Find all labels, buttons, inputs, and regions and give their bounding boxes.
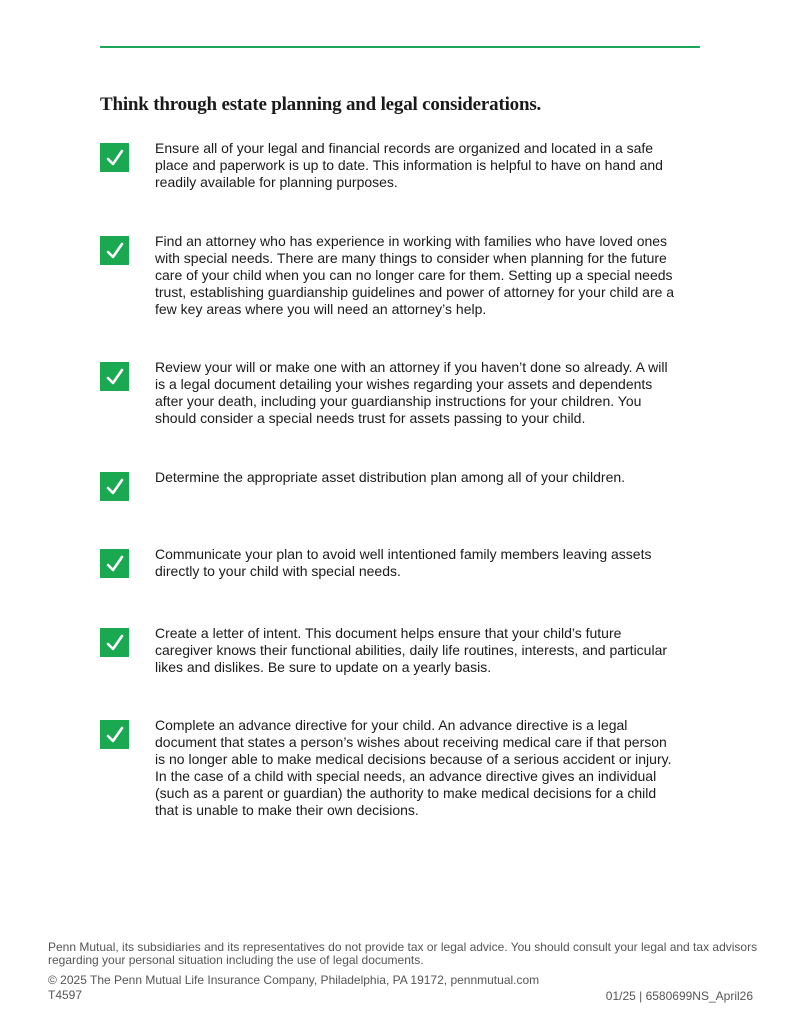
checklist-item-text: Determine the appropriate asset distribution plan among all of your children.	[155, 469, 626, 485]
checkmark-icon	[100, 720, 129, 749]
checkmark-icon	[100, 549, 129, 578]
page-title: Think through estate planning and legal considerations.	[100, 94, 542, 115]
checkmark-icon	[100, 236, 129, 265]
top-rule	[100, 46, 700, 48]
footer-form-code: T4597	[48, 988, 83, 1002]
checklist-item-text: Review your will or make one with an attorney if you haven’t done so already. A will is a legal document detailing your wishes regarding your assets and dependents after your death, including your guardianship instructions for your children. You should consider a special needs trust for assets passing to your child.	[155, 359, 668, 426]
checkmark-icon	[100, 143, 129, 172]
checkmark-icon	[100, 628, 129, 657]
footer-date-code: 01/25 | 6580699NS_April26	[605, 989, 753, 1003]
checklist-item-text: Communicate your plan to avoid well intentioned family members leaving assets directly to your child with special needs.	[155, 546, 652, 579]
checklist-item-text: Complete an advance directive for your child. An advance directive is a legal document that states a person’s wishes about receiving medical care if that person is no longer able to make medical decisions because of a serious accident or injury. In the case of a child with special needs, an advance directive gives an individual (such as a parent or guardian) the authority to make medical decisions for a child that is unable to make their own decisions.	[155, 717, 672, 818]
checkmark-icon	[100, 362, 129, 391]
checklist-item-text: Find an attorney who has experience in working with families who have loved ones with special needs. There are many things to consider when planning for the future care of your child when you can no longer care for them. Setting up a special needs trust, establishing guardianship guidelines and power of attorney for your child are a few key areas where you will need an attorney’s help.	[155, 233, 675, 317]
checklist-item-text: Ensure all of your legal and financial records are organized and located in a safe place and paperwork is up to date. This information is helpful to have on hand and readily available for planning purposes.	[155, 140, 663, 190]
footer-disclaimer: Penn Mutual, its subsidiaries and its representatives do not provide tax or legal advice. You should consult your legal and tax advisors regarding your personal situation including the use of legal documents.	[48, 940, 758, 967]
checklist-item-text: Create a letter of intent. This document helps ensure that your child’s future caregiver knows their functional abilities, daily life routines, interests, and particular likes and dislikes. Be sure to update on a yearly basis.	[155, 625, 668, 675]
footer-copyright: © 2025 The Penn Mutual Life Insurance Company, Philadelphia, PA 19172, pennmutual.com	[48, 973, 540, 987]
checkmark-icon	[100, 472, 129, 501]
